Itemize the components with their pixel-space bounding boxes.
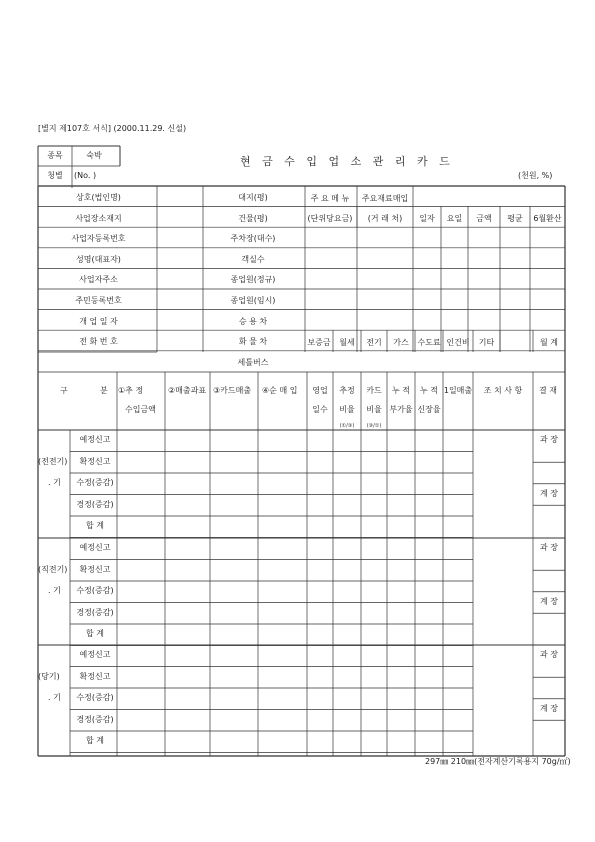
gubun-label-1: 구 <box>60 386 68 395</box>
info-left-label: 전 화 번 호 <box>79 337 118 347</box>
col-sales-tax-base: ②매출과표 <box>168 386 207 395</box>
col-card-sales: ③카드매출 <box>213 386 252 395</box>
menu-unit-label: (단위당요금) <box>307 214 353 223</box>
info-mid-label: 대지(평) <box>238 193 268 202</box>
col-cum-vat-rate: 누 적 <box>392 386 410 395</box>
col-est-ratio-formula: (①/③) <box>339 423 355 429</box>
col-business-days-sub: 일수 <box>312 405 328 414</box>
info-left-label: 상호(법인명) <box>76 193 121 202</box>
period-row-label: 경정(증감) <box>76 499 114 509</box>
footer-note: 297㎜ 210㎜(전자계산기록용지 70g/㎡) <box>425 757 571 766</box>
info-left-label: 주민등록번호 <box>75 296 122 305</box>
info-left-label: 사업자등록번호 <box>71 234 126 244</box>
period-row-label: 수정(증감) <box>76 478 114 487</box>
expense-column-label: 가스 <box>393 338 409 347</box>
info-left-label: 사업자주소 <box>79 275 118 285</box>
period-suffix: . 기 <box>48 478 61 487</box>
info-mid-label: 세틀버스 <box>237 357 269 367</box>
info-left-label: 성명(대표자) <box>76 254 121 264</box>
page-title: 현 금 수 입 업 소 관 리 카 드 <box>240 155 454 168</box>
approval-section-chief: 과 장 <box>540 543 558 552</box>
menu-column-label: 평균 <box>507 214 523 223</box>
info-mid-label: 객실수 <box>241 254 265 264</box>
period-row-label: 합 계 <box>86 629 104 638</box>
period-suffix: . 기 <box>48 693 61 702</box>
info-mid-label: 종업원(임시) <box>230 296 276 305</box>
expense-column-label: 수도료 <box>417 338 441 347</box>
period-row-label: 예정신고 <box>79 650 111 659</box>
period-row-label: 경정(증감) <box>76 714 114 724</box>
col-actions: 조 치 사 항 <box>483 386 523 395</box>
period-name: (전전기) <box>38 456 68 466</box>
col-card-ratio: 카드 <box>366 386 382 395</box>
period-row-label: 합 계 <box>86 521 104 530</box>
menu-label: 주 요 메 뉴 <box>310 194 350 203</box>
period-row-label: 확정신고 <box>79 671 111 681</box>
period-row-label: 경정(증감) <box>76 607 114 617</box>
col-est-ratio: 추정 <box>339 386 355 395</box>
info-mid-label: 화 물 차 <box>238 337 268 347</box>
menu-column-label: 금액 <box>476 214 492 223</box>
approval-section-chief: 과 장 <box>540 650 558 659</box>
period-row-label: 수정(증감) <box>76 586 114 595</box>
approval-team-lead: 계 장 <box>540 489 558 498</box>
col-cum-growth: 누 적 <box>420 386 438 395</box>
period-row-label: 예정신고 <box>79 543 111 552</box>
supplier-sub-label: (거 래 처) <box>367 214 403 223</box>
info-mid-label: 승 용 차 <box>238 316 268 326</box>
expense-column-label: 인건비 <box>446 338 470 347</box>
unit-label: (천원, %) <box>518 171 553 180</box>
menu-column-label: 6월환산 <box>533 214 562 223</box>
col-net-purchase: ④순 매 입 <box>262 386 298 395</box>
col-estimated-income-sub: 수입금액 <box>125 405 156 414</box>
col-est-ratio-sub: 비율 <box>339 405 355 414</box>
info-mid-label: 건물(평) <box>238 213 268 223</box>
approval-team-lead: 계 장 <box>540 597 558 606</box>
expense-column-label: 보증금 <box>307 338 331 347</box>
cheongbyeol-label: 청별 <box>47 171 63 180</box>
col-cum-growth-sub: 신장율 <box>417 405 441 414</box>
period-row-label: 수정(증감) <box>76 693 114 702</box>
col-cum-vat-rate-sub: 부가율 <box>389 405 413 414</box>
col-card-ratio-formula: (③/①) <box>366 423 382 429</box>
cheongbyeol-value: (No. ) <box>74 171 97 180</box>
expense-column-label: 전기 <box>366 338 382 347</box>
menu-column-label: 일자 <box>419 214 435 223</box>
form-number: [별지 제107호 서식] (2000.11.29. 신설) <box>38 124 187 133</box>
expense-column-label: 월 계 <box>540 338 558 347</box>
approval-section-chief: 과 장 <box>540 435 558 444</box>
col-card-ratio-sub: 비율 <box>366 405 382 414</box>
period-row-label: 합 계 <box>86 736 104 745</box>
info-left-label: 사업장소재지 <box>75 213 122 223</box>
period-suffix: . 기 <box>48 586 61 595</box>
period-row-label: 확정신고 <box>79 564 111 574</box>
info-mid-label: 주차장(대수) <box>230 234 276 244</box>
menu-column-label: 요일 <box>446 214 463 223</box>
approval-team-lead: 계 장 <box>540 704 558 713</box>
period-row-label: 확정신고 <box>79 456 111 466</box>
jongmok-label: 종목 <box>47 151 63 160</box>
jongmok-value: 숙박 <box>86 151 102 160</box>
info-left-label: 개 업 일 자 <box>79 316 118 326</box>
expense-column-label: 월세 <box>339 338 355 347</box>
gubun-label-2: 분 <box>100 386 108 395</box>
col-business-days: 영업 <box>312 386 328 395</box>
period-name: (당기) <box>38 671 60 681</box>
col-daily-sales: 1일매출 <box>443 386 473 395</box>
col-approval: 결 재 <box>539 386 557 395</box>
expense-column-label: 기타 <box>478 338 495 347</box>
info-mid-label: 종업원(정규) <box>230 275 276 285</box>
col-estimated-income: ①추 정 <box>118 386 144 395</box>
period-name: (직전기) <box>38 564 68 574</box>
period-row-label: 예정신고 <box>79 435 111 444</box>
supplier-label: 주요재료매입 <box>361 194 409 203</box>
